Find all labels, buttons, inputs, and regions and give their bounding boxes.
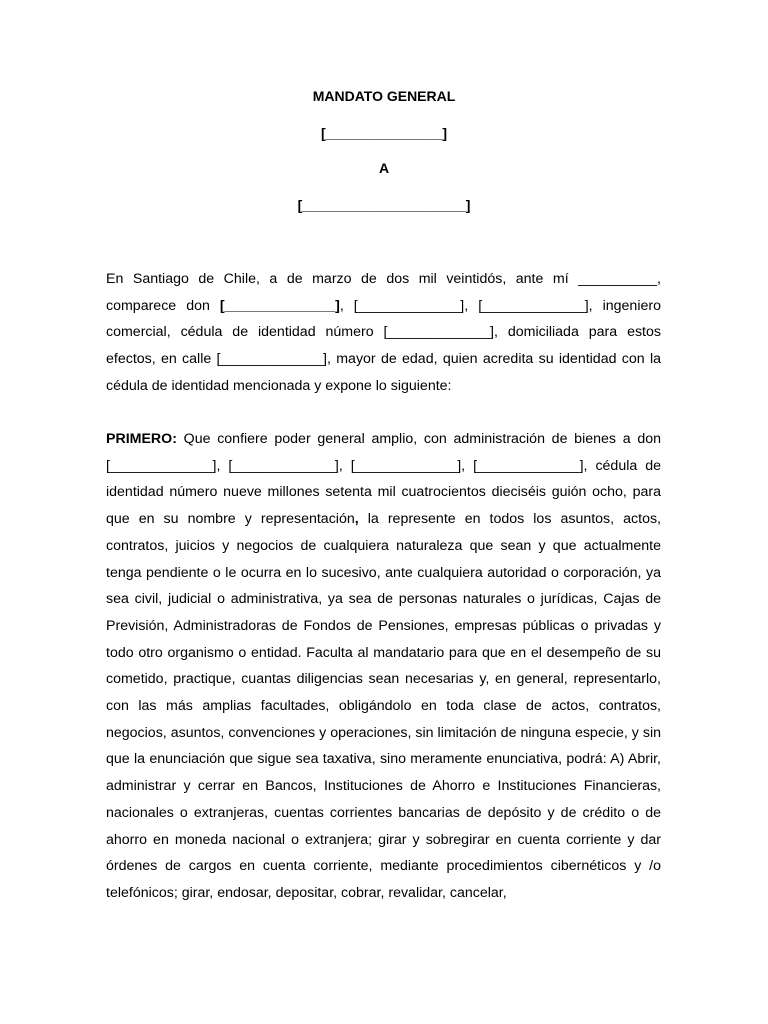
- clause-one-paragraph: [106, 426, 661, 907]
- intro-text-end: , [_____________], [_____________], ingeniero comercial, cédula de identidad número [_____________], domiciliada para estos efectos, en calle [_____________], mayor de edad, quien acredita su identidad con la cédula de identidad mencionada y expone lo siguiente:: [106, 297, 661, 394]
- document-page: MANDATO GENERAL [_______________] A [_____________________] En Santiago de Chile, a de marzo de dos mil veintidós, ante mí __________, comparece don [______________], [_____________], [_____________], ingeniero comercial, cédula de identidad número [_____________], domiciliada para estos efectos, en calle [_____________], mayor de edad, quien acredita su identidad con la cédula de identidad mencionada y expone lo siguiente: PRIMERO: Que confiere poder general amplio, con administración de bienes a don [_____________], [_____________], [_____________], [_____________], cédula de identidad número nueve millones setenta mil cuatrocientos dieciséis guión ocho, para que en su nombre y representación, la represente en todos los asuntos, actos, contratos, juicios y negocios de cualquiera naturaleza que sean y que actualmente tenga pendiente o le ocurra en lo sucesivo, ante cualquiera autoridad o corporación, ya sea civil, judicial o administrativa, ya sea de personas naturales o jurídicas, Cajas de Previsión, Administradoras de Fondos de Pensiones, empresas públicas o privadas y todo otro organismo o entidad. Faculta al mandatario para que en el desempeño de su cometido, practique, cuantas diligencias sean necesarias y, en general, representarlo, con las más amplias facultades, obligándolo en toda clase de actos, contratos, negocios, asuntos, convenciones y operaciones, sin limitación de ninguna especie, y sin que la enunciación que sigue sea taxativa, sino meramente enunciativa, podrá: A) Abrir, administrar y cerrar en Bancos, Instituciones de Ahorro e Instituciones Financieras, nacionales o extranjeras, cuentas corrientes bancarias de depósito y de crédito o de ahorro en moneda nacional o extranjera; girar y sobregirar en cuenta corriente y dar órdenes de cargos en cuenta corriente, mediante procedimientos cibernéticos y /o telefónicos; girar, endosar, depositar, cobrar, revalidar, cancelar,: [0, 0, 768, 1024]
- clause-one-text-end: la represente en todos los asuntos, actos, contratos, juicios y negocios de cualquiera naturaleza que sean y que actualmente tenga pendiente o le ocurra en lo sucesivo, ante cualquiera autoridad o corporación, ya sea civil, judicial o administrativa, ya sea de personas naturales o jurídicas, Cajas de Previsión, Administradoras de Fondos de Pensiones, empresas públicas o privadas y todo otro organismo o entidad. Faculta al mandatario para que en el desempeño de su cometido, practique, cuantas diligencias sean necesarias y, en general, representarlo, con las más amplias facultades, obligándolo en toda clase de actos, contratos, negocios, asuntos, convenciones y operaciones, sin limitación de ninguna especie, y sin que la enunciación que sigue sea taxativa, sino meramente enunciativa, podrá: A) Abrir, administrar y cerrar en Bancos, Instituciones de Ahorro e Instituciones Financieras, nacionales o extranjeras, cuentas corrientes bancarias de depósito y de crédito o de ahorro en moneda nacional o extranjera; girar y sobregirar en cuenta corriente y dar órdenes de cargos en cuenta corriente, mediante procedimientos cibernéticos y /o telefónicos; girar, endosar, depositar, cobrar, revalidar, cancelar,: [106, 511, 661, 901]
- clause-one-bold-comma: ,: [354, 511, 359, 528]
- clause-one-text-start: Que confiere poder general amplio, con administración de bienes a don [_____________], [_____________], [_____________], [_____________], cédula de identidad número nueve millones setenta mil cuatrocientos dieciséis guión ocho, para que en su nombre y representación: [106, 431, 661, 528]
- appearing-party-placeholder: [______________]: [219, 297, 340, 314]
- intro-paragraph: [106, 266, 661, 400]
- intro-text-start: En Santiago de Chile, a de marzo de dos mil veintidós, ante mí __________, comparece don: [106, 271, 661, 314]
- clause-one-heading: PRIMERO:: [106, 431, 177, 447]
